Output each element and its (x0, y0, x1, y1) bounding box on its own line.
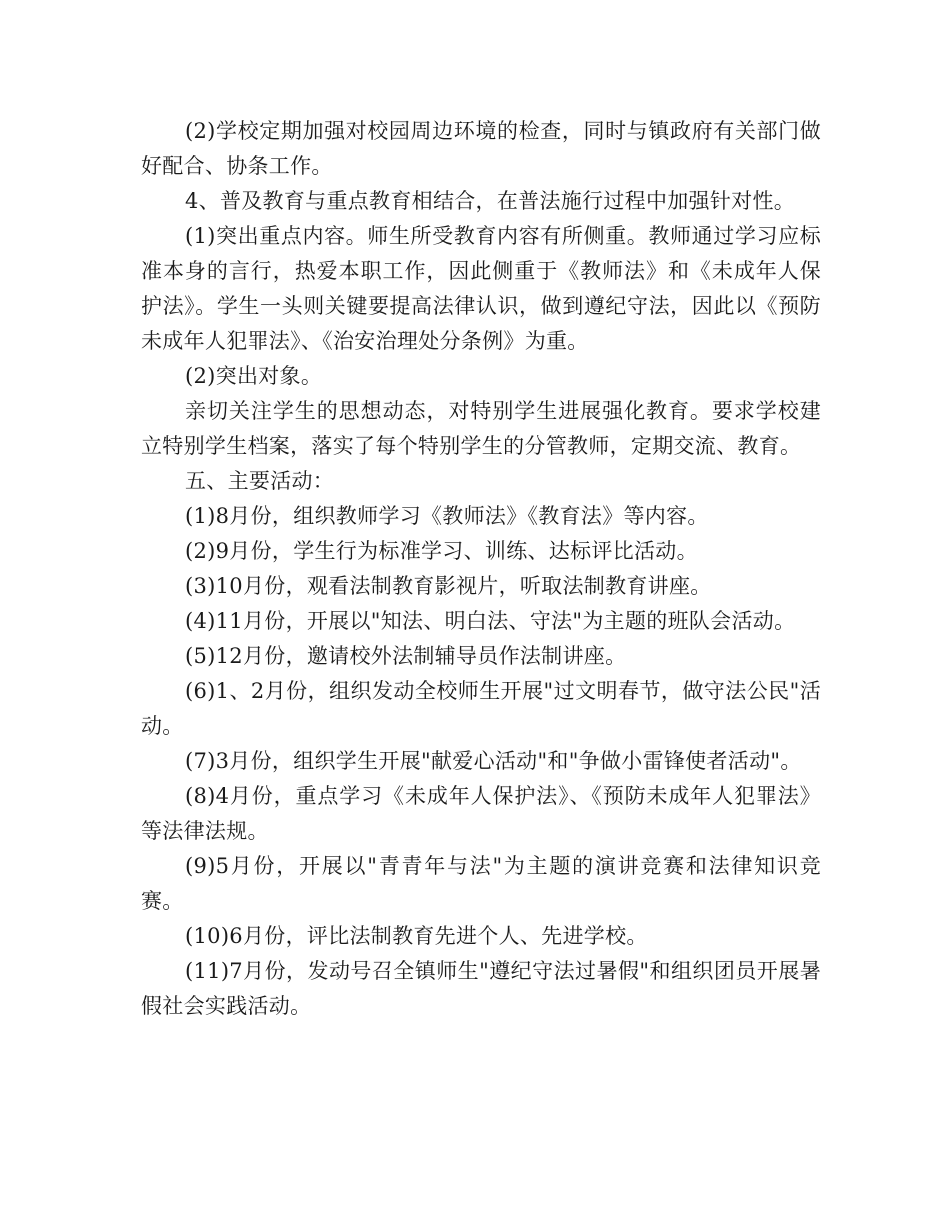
activity-item: (6)1、2月份，组织发动全校师生开展"过文明春节，做守法公民"活动。 (141, 679, 821, 738)
paragraph-section-4: 4、普及教育与重点教育相结合，在普法施行过程中加强针对性。 (185, 189, 796, 213)
paragraph-key-target: (2)突出对象。 (185, 364, 323, 388)
activity-item: (10)6月份，评比法制教育先进个人、先进学校。 (185, 924, 648, 948)
paragraph-campus-inspection: (2)学校定期加强对校园周边环境的检查，同时与镇政府有关部门做好配合、协条工作。 (141, 119, 821, 178)
activity-item: (9)5月份，开展以"青青年与法"为主题的演讲竞赛和法律知识竞赛。 (141, 854, 821, 913)
document-body (141, 114, 821, 1024)
activity-item: (5)12月份，邀请校外法制辅导员作法制讲座。 (185, 644, 627, 668)
paragraph-student-care: 亲切关注学生的思想动态，对特别学生进展强化教育。要求学校建立特别学生档案，落实了每个特别学生的分管教师，定期交流、教育。 (141, 399, 821, 458)
activity-item: (4)11月份，开展以"知法、明白法、守法"为主题的班队会活动。 (185, 609, 796, 633)
activity-item: (3)10月份，观看法制教育影视片，听取法制教育讲座。 (185, 574, 712, 598)
activity-item: (2)9月份，学生行为标准学习、训练、达标评比活动。 (185, 539, 698, 563)
section-heading-main-activities: 五、主要活动： (185, 469, 335, 493)
paragraph-key-content: (1)突出重点内容。师生所受教育内容有所侧重。教师通过学习应标准本身的言行，热爱本职工作，因此侧重于《教师法》和《未成年人保护法》。学生一头则关键要提高法律认识，做到遵纪守法，因此以《预防未成年人犯罪法》、《治安治理处分条例》为重。 (141, 224, 821, 353)
activity-item: (8)4月份，重点学习《未成年人保护法》、《预防未成年人犯罪法》等法律法规。 (141, 784, 821, 843)
activity-item: (7)3月份，组织学生开展"献爱心活动"和"争做小雷锋使者活动"。 (185, 749, 802, 773)
activity-item: (1)8月份，组织教师学习《教师法》《教育法》等内容。 (185, 504, 709, 528)
activity-item: (11)7月份，发动号召全镇师生"遵纪守法过暑假"和组织团员开展暑假社会实践活动。 (141, 959, 821, 1018)
